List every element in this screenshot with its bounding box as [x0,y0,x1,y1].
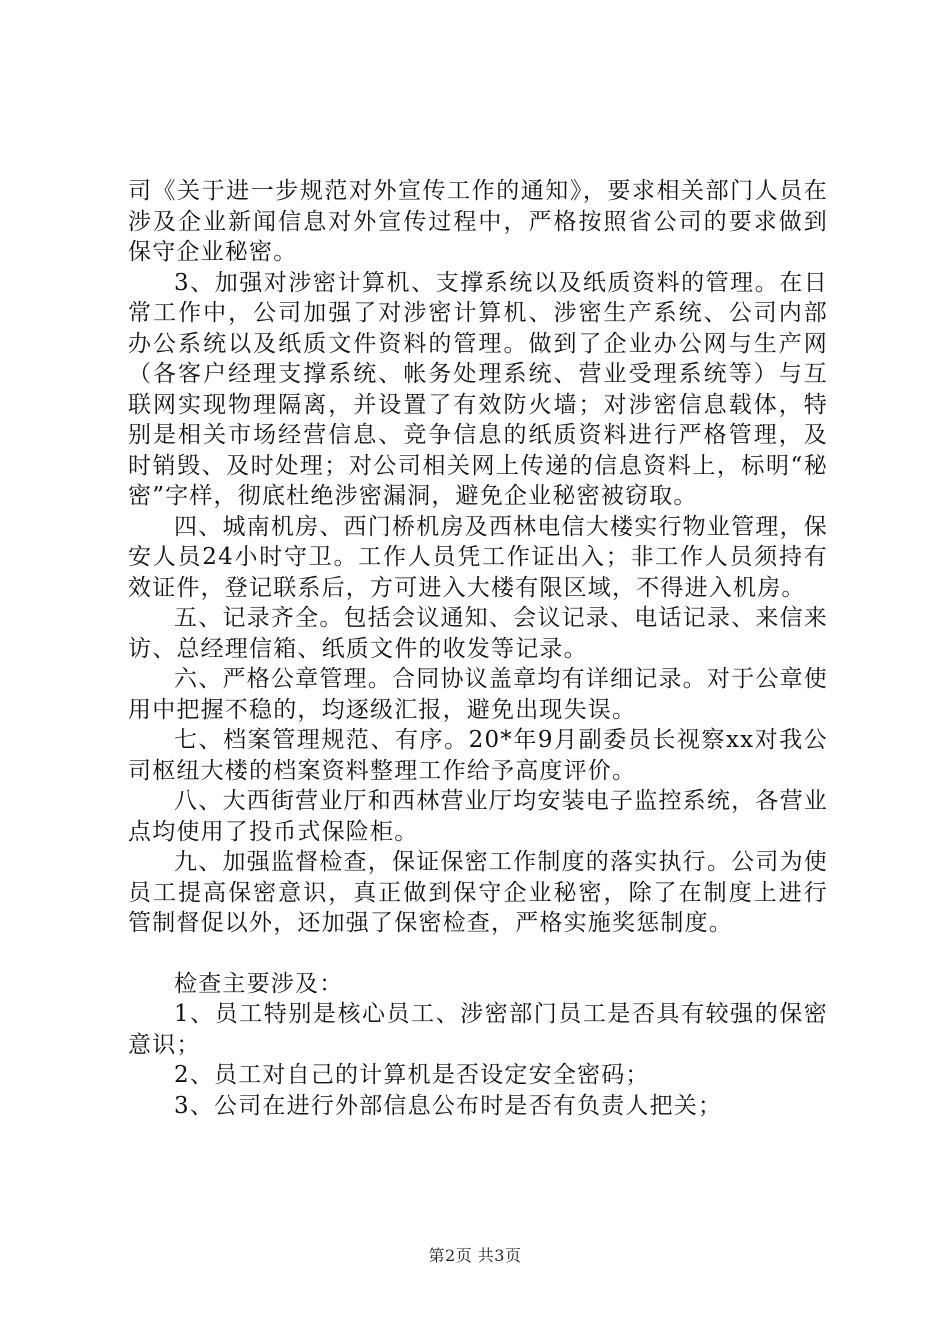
check-heading: 检查主要涉及： [174,970,344,997]
paragraph-4: 五、记录齐全。包括会议通知、会议记录、电话记录、来信来访、总经理信箱、纸质文件的收发等记录。 [128,605,828,662]
check-item-2: 2、员工对自己的计算机是否设定安全密码； [174,1062,650,1088]
paragraph-6: 七、档案管理规范、有序。20*年9月副委员长视察xx对我公司枢纽大楼的档案资料整理工作给予高度评价。 [128,727,828,784]
paragraph-7: 八、大西街营业厅和西林营业厅均安装电子监控系统，各营业点均使用了投币式保险柜。 [128,788,828,845]
document-body [128,176,828,1121]
paragraph-3: 四、城南机房、西门桥机房及西林电信大楼实行物业管理，保安人员24小时守卫。工作人员凭工作证出入；非工作人员须持有效证件，登记联系后，方可进入大楼有限区域，不得进入机房。 [128,513,828,601]
paragraph-8: 九、加强监督检查，保证保密工作制度的落实执行。公司为使员工提高保密意识，真正做到保守企业秘密，除了在制度上进行管制督促以外，还加强了保密检查，严格实施奖惩制度。 [128,849,828,936]
paragraph-5: 六、严格公章管理。合同协议盖章均有详细记录。对于公章使用中把握不稳的，均逐级汇报，避免出现失误。 [128,666,828,723]
section-gap [128,939,828,969]
paragraph-1: 司《关于进一步规范对外宣传工作的通知》，要求相关部门人员在涉及企业新闻信息对外宣传过程中，严格按照省公司的要求做到保守企业秘密。 [128,178,828,265]
paragraph-2: 3、加强对涉密计算机、支撑系统以及纸质资料的管理。在日常工作中，公司加强了对涉密计算机、涉密生产系统、公司内部办公系统以及纸质文件资料的管理。做到了企业办公网与生产网（各客户经理支撑系统、帐务处理系统、营业受理系统等）与互联网实现物理隔离，并设置了有效防火墙；对涉密信息载体，特别是相关市场经营信息、竞争信息的纸质资料进行严格管理，及时销毁、及时处理；对公司相关网上传递的信息资料上，标明“秘密”字样，彻底杜绝涉密漏洞，避免企业秘密被窃取。 [128,269,828,509]
check-item-3: 3、公司在进行外部信息公布时是否有负责人把关； [174,1092,723,1119]
check-item-1: 1、员工特别是核心员工、涉密部门员工是否具有较强的保密意识； [128,1001,828,1058]
page-number-footer: 第2页 共3页 [428,1246,522,1265]
